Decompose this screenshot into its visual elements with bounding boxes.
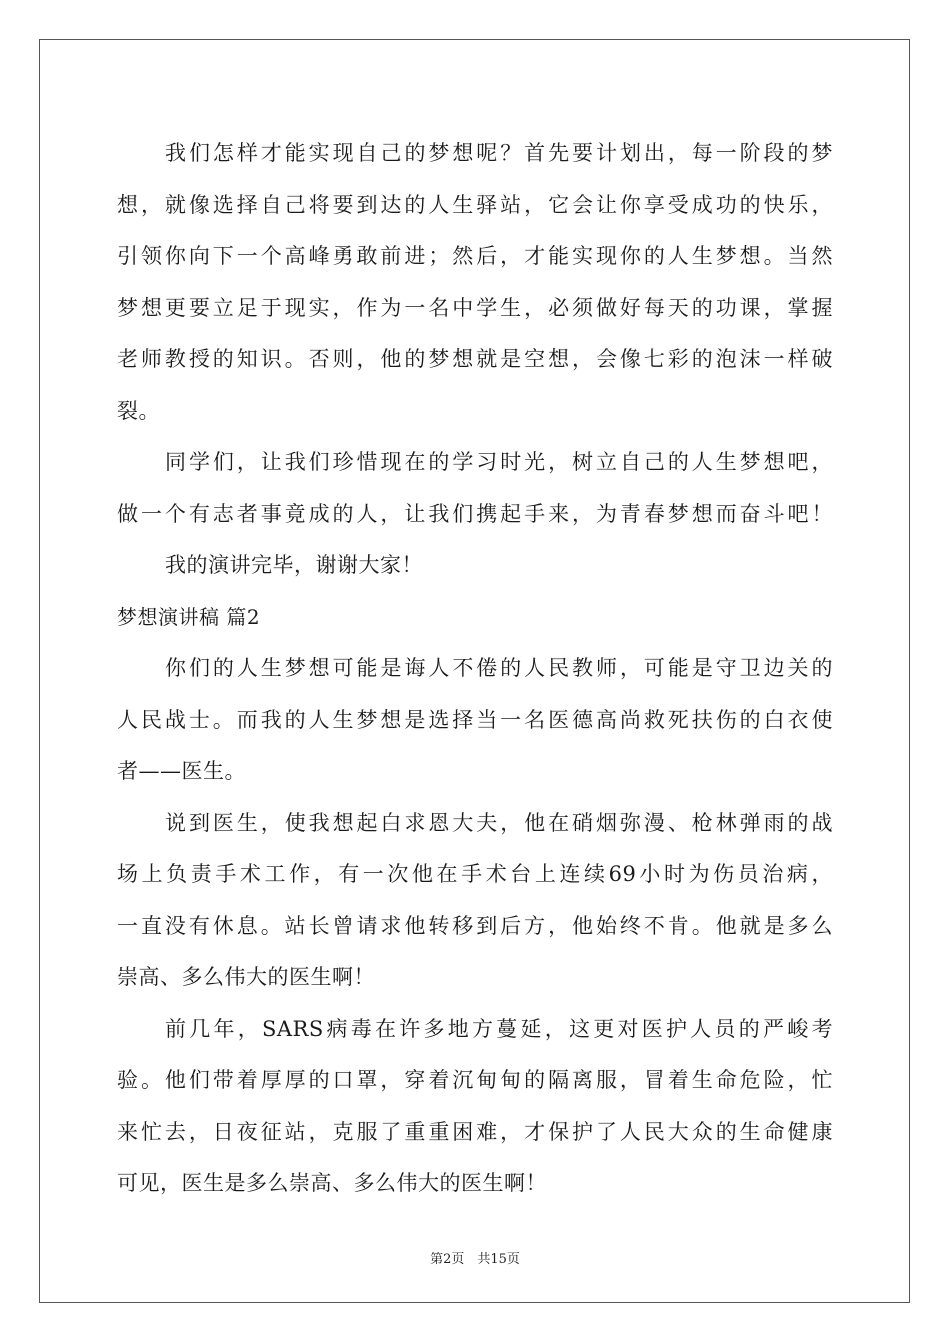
text-line: 者——医生。 xyxy=(117,759,246,783)
text-line: 场上负责手术工作，有一次他在手术台上连续69小时为伤员治病， xyxy=(117,862,833,886)
text-line: 同学们，让我们珍惜现在的学习时光，树立自己的人生梦想吧， xyxy=(165,450,833,474)
text-line: 人民战士。而我的人生梦想是选择当一名医德高尚救死扶伤的白衣使 xyxy=(117,707,833,732)
text-line: 你们的人生梦想可能是诲人不倦的人民教师，可能是守卫边关的 xyxy=(165,656,833,680)
text-line: 做一个有志者事竟成的人，让我们携起手来，为青春梦想而奋斗吧！ xyxy=(117,501,833,526)
document-body xyxy=(117,128,833,1210)
text-line: 我的演讲完毕，谢谢大家！ xyxy=(165,553,423,577)
page-number-footer: 第2页 共15页 xyxy=(430,1252,520,1267)
text-line: 梦想更要立足于现实，作为一名中学生，必须做好每天的功课，掌握 xyxy=(117,295,833,320)
text-line: 可见，医生是多么崇高、多么伟大的医生啊！ xyxy=(117,1171,547,1195)
text-line: 老师教授的知识。否则，他的梦想就是空想，会像七彩的泡沫一样破 xyxy=(117,347,833,371)
text-line: 前几年，SARS病毒在许多地方蔓延，这更对医护人员的严峻考 xyxy=(165,1016,833,1041)
text-line: 崇高、多么伟大的医生啊！ xyxy=(117,965,375,989)
text-line: 一直没有休息。站长曾请求他转移到后方，他始终不肯。他就是多么 xyxy=(117,913,833,938)
text-line: 想，就像选择自己将要到达的人生驿站，它会让你享受成功的快乐， xyxy=(117,192,833,217)
text-line: 验。他们带着厚厚的口罩，穿着沉甸甸的隔离服，冒着生命危险，忙 xyxy=(117,1068,833,1092)
section-heading: 梦想演讲稿 篇2 xyxy=(117,604,261,629)
text-line: 来忙去，日夜征站，克服了重重困难，才保护了人民大众的生命健康 xyxy=(117,1119,833,1144)
text-line: 说到医生，使我想起白求恩大夫，他在硝烟弥漫、枪林弹雨的战 xyxy=(165,810,833,835)
text-line: 引领你向下一个高峰勇敢前进；然后，才能实现你的人生梦想。当然 xyxy=(117,244,833,268)
text-line: 裂。 xyxy=(117,398,160,423)
text-line: 我们怎样才能实现自己的梦想呢？首先要计划出，每一阶段的梦 xyxy=(165,141,833,165)
